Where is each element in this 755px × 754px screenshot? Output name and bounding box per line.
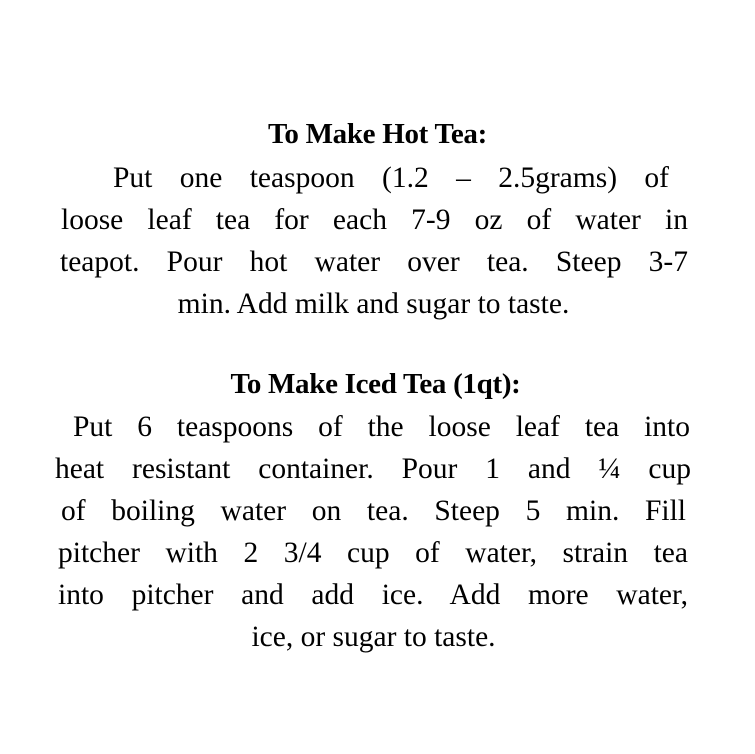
iced-tea-line-3: of boiling water on tea. Steep 5 min. Fill: [61, 495, 686, 527]
iced-tea-line-5: into pitcher and add ice. Add more water,: [58, 579, 688, 611]
iced-tea-line-6: ice, or sugar to taste.: [251, 621, 496, 653]
hot-tea-line-2: loose leaf tea for each 7-9 oz of water in: [61, 204, 688, 236]
hot-tea-line-4: min. Add milk and sugar to taste.: [177, 288, 570, 320]
iced-tea-line-4: pitcher with 2 3/4 cup of water, strain tea: [58, 537, 688, 569]
iced-tea-title: To Make Iced Tea (1qt):: [230, 368, 521, 400]
iced-tea-line-2: heat resistant container. Pour 1 and ¼ cup: [55, 453, 691, 485]
iced-tea-line-1: Put 6 teaspoons of the loose leaf tea into: [73, 411, 690, 443]
hot-tea-line-3: teapot. Pour hot water over tea. Steep 3-7: [60, 246, 688, 278]
hot-tea-line-1: Put one teaspoon (1.2 – 2.5grams) of: [113, 162, 669, 194]
hot-tea-title: To Make Hot Tea:: [268, 118, 487, 150]
